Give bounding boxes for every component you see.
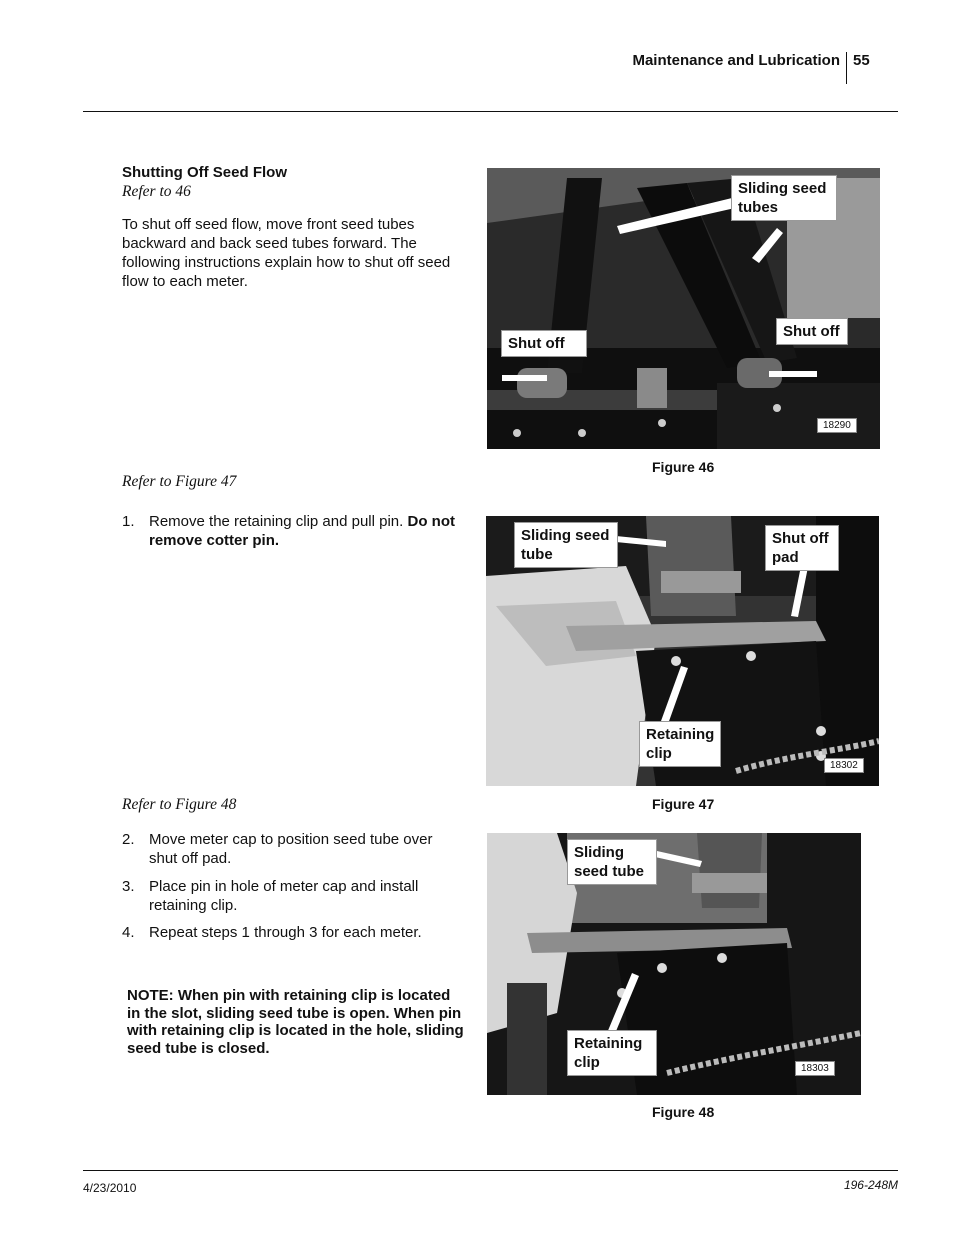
callout-shut-off-left: Shut off xyxy=(501,330,587,357)
footer-doc-number: 196-248M xyxy=(843,1178,898,1192)
callout-sliding-seed-tube: Sliding seed tube xyxy=(567,839,657,885)
callout-shut-off-right: Shut off xyxy=(776,318,848,345)
step-3 xyxy=(122,877,462,915)
step-text: Move meter cap to position seed tube over shut off pad. xyxy=(149,831,433,867)
callout-sliding-seed-tube: Sliding seed tube xyxy=(514,522,618,568)
callout-shut-off-pad: Shut off pad xyxy=(765,525,839,571)
step-number: 3. xyxy=(122,878,135,895)
refer-to-figure-48: Refer to Figure 48 xyxy=(122,796,237,813)
header-section-title: Maintenance and Lubrication xyxy=(632,52,840,69)
figure-46-caption: Figure 46 xyxy=(652,459,715,475)
footer-date: 4/23/2010 xyxy=(83,1181,137,1195)
figure-46-photo xyxy=(487,168,880,449)
part-number: 18290 xyxy=(817,418,857,433)
step-2 xyxy=(122,830,462,868)
step-number: 2. xyxy=(122,831,135,848)
step-number: 4. xyxy=(122,924,135,941)
step-warning: Do not remove cotter pin. xyxy=(149,513,455,549)
step-text: Remove the retaining clip and pull pin. Do not remove cotter pin. xyxy=(149,513,455,549)
refer-to-46: Refer to 46 xyxy=(122,183,191,200)
figure-48-illustration xyxy=(487,833,861,1095)
note: NOTE: When pin with retaining clip is located in the slot, sliding seed tube is open. When pin with retaining clip is located in the hole, sliding seed tube is closed. xyxy=(127,987,464,1057)
step-text: Repeat steps 1 through 3 for each meter. xyxy=(149,924,422,941)
intro-paragraph: To shut off seed flow, move front seed tubes backward and back seed tubes forward. The following instructions explain how to shut off seed flow to each meter. xyxy=(122,216,451,290)
footer-rule xyxy=(83,1170,898,1171)
figure-48-caption: Figure 48 xyxy=(652,1104,715,1120)
step-4 xyxy=(122,923,462,942)
figure-48-photo xyxy=(487,833,861,1095)
figure-47-caption: Figure 47 xyxy=(652,796,715,812)
figure-47-photo xyxy=(486,516,879,786)
step-number: 1. xyxy=(122,513,135,530)
page-number: 55 xyxy=(853,52,870,69)
refer-to-figure-47: Refer to Figure 47 xyxy=(122,473,237,490)
callout-retaining-clip: Retaining clip xyxy=(639,721,721,767)
callout-sliding-seed-tubes: Sliding seed tubes xyxy=(731,175,837,221)
part-number: 18302 xyxy=(824,758,864,773)
section-title: Shutting Off Seed Flow xyxy=(122,164,287,181)
step-text: Place pin in hole of meter cap and install retaining clip. xyxy=(149,878,419,914)
step-1 xyxy=(122,512,462,550)
header-rule xyxy=(83,111,898,112)
callout-retaining-clip: Retaining clip xyxy=(567,1030,657,1076)
header-separator xyxy=(846,52,847,84)
part-number: 18303 xyxy=(795,1061,835,1076)
